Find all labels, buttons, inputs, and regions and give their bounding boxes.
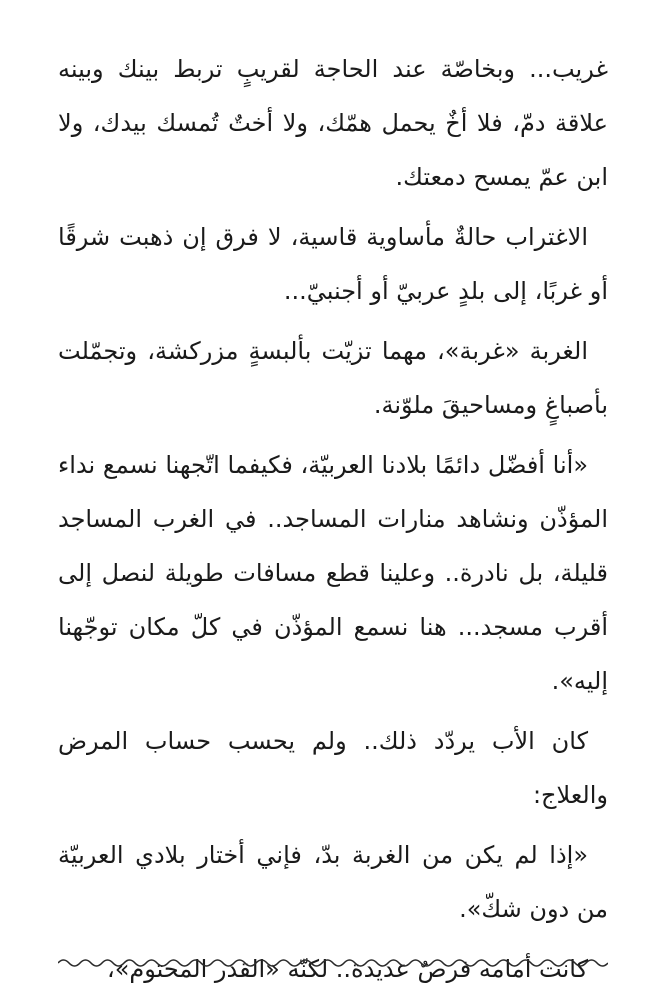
wavy-divider [58, 956, 608, 970]
book-page-text [58, 42, 608, 1002]
paragraph-3: الغربة «غربة»، مهما تزيّت بألبسةٍ مزركشة، وتجمّلت بأصباغٍ ومساحيقَ ملوّنة. [58, 337, 608, 419]
paragraph-6: «إذا لم يكن من الغربة بدّ، فإني أختار بلادي العربيّة من دون شكّ». [58, 841, 608, 923]
paragraph-5: كان الأب يردّد ذلك.. ولم يحسب حساب المرض والعلاج: [58, 727, 608, 809]
paragraph-7: كانت أمامه فرصٌ عديدة.. لكنّه «القدر المحتوم»، [106, 955, 588, 983]
paragraph-2: الاغتراب حالةٌ مأساوية قاسية، لا فرق إن ذهبت شرقًا أو غربًا، إلى بلدٍ عربيّ أو أجنبيّ... [58, 223, 608, 305]
paragraph-1: غريب... وبخاصّة عند الحاجة لقريبٍ تربط بينك وبينه علاقة دمّ، فلا أخٌ يحمل همّك، ولا أختٌ تُمسك بيدك، ولا ابن عمّ يمسح دمعتك. [58, 55, 608, 191]
paragraph-4: «أنا أفضّل دائمًا بلادنا العربيّة، فكيفما اتّجهنا نسمع نداء المؤذّن ونشاهد منارات المساجد.. في الغرب المساجد قليلة، بل نادرة.. وعلينا قطع مسافات طويلة لنصل إلى أقرب مسجد... هنا نسمع المؤذّن في كلّ مكان توجّهنا إليه». [58, 451, 608, 695]
